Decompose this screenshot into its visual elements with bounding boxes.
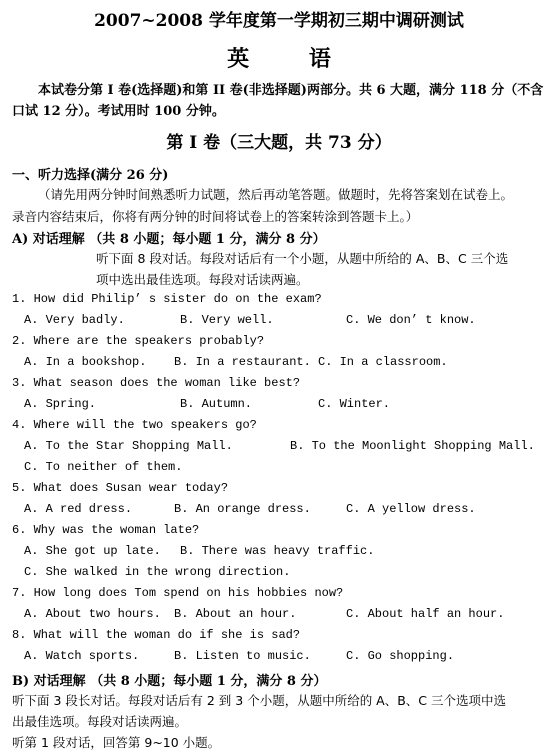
subject-title: 英 语 xyxy=(227,46,357,72)
exam-title: 2007~2008 学年度第一学期初三期中调研测试 xyxy=(94,11,464,31)
section-heading-a: A) 对话理解 （共 8 小题；每小题 1 分，满分 8 分） xyxy=(12,232,326,247)
part-title: 第 I 卷（三大题，共 73 分） xyxy=(166,133,392,153)
section-b-instruction-line-3: 听第 1 段对话，回答第 9~10 小题。 xyxy=(12,735,221,750)
option-c: C. Winter. xyxy=(318,397,391,411)
question-stem: 1. How did Philip’ s sister do on the exam? xyxy=(12,292,322,306)
section-heading-b: B) 对话理解 （共 8 小题；每小题 1 分，满分 8 分） xyxy=(12,674,327,689)
option-a: A. In a bookshop. xyxy=(24,355,147,369)
question-stem: 5. What does Susan wear today? xyxy=(12,481,229,495)
question-stem: 4. Where will the two speakers go? xyxy=(12,418,257,432)
option-b: B. About an hour. xyxy=(174,607,297,621)
option-a: A. About two hours. xyxy=(24,607,161,621)
option-a: A. Very badly. xyxy=(24,313,125,327)
listening-note-line-2: 录音内容结束后，你将有两分钟的时间将试卷上的答案转涂到答题卡上。） xyxy=(12,209,419,224)
question-stem: 3. What season does the woman like best? xyxy=(12,376,301,390)
option-a: A. Watch sports. xyxy=(24,649,140,663)
option-c: C. In a classroom. xyxy=(318,355,448,369)
listening-note-line-1: （请先用两分钟时间熟悉听力试题，然后再动笔答题。做题时，先将答案划在试卷上。 xyxy=(38,187,514,202)
option-a: A. To the Star Shopping Mall. xyxy=(24,439,233,453)
section-a-instruction-line-2: 项中选出最佳选项。每段对话读两遍。 xyxy=(96,272,309,287)
question-stem: 2. Where are the speakers probably? xyxy=(12,334,265,348)
question-stem: 7. How long does Tom spend on his hobbies now? xyxy=(12,586,344,600)
option-b: B. Very well. xyxy=(180,313,274,327)
option-b: B. To the Moonlight Shopping Mall. xyxy=(290,439,535,453)
section-b-instruction-line-2: 出最佳选项。每段对话读两遍。 xyxy=(12,714,188,729)
section-heading-listening: 一、听力选择(满分 26 分) xyxy=(12,168,169,183)
question-stem: 6. Why was the woman late? xyxy=(12,523,200,537)
option-b: B. Autumn. xyxy=(180,397,253,411)
option-c: C. About half an hour. xyxy=(346,607,505,621)
option-a: A. She got up late. xyxy=(24,544,161,558)
exam-intro: 本试卷分第 I 卷(选择题)和第 II 卷(非选择题)两部分。共 6 大题，满分 118 分（不含口试 12 分）。考试用时 100 分钟。 xyxy=(12,83,544,119)
option-a: A. A red dress. xyxy=(24,502,133,516)
question-stem: 8. What will the woman do if she is sad? xyxy=(12,628,301,642)
option-b: B. An orange dress. xyxy=(174,502,311,516)
option-b: B. There was heavy traffic. xyxy=(180,544,375,558)
option-a: A. Spring. xyxy=(24,397,97,411)
section-b-instruction-line-1: 听下面 3 段长对话。每段对话后有 2 到 3 个小题，从题中所给的 A、B、C 三个选项中选 xyxy=(12,693,507,708)
option-c: C. She walked in the wrong direction. xyxy=(24,565,291,579)
option-c: C. We don’ t know. xyxy=(346,313,476,327)
option-c: C. Go shopping. xyxy=(346,649,455,663)
option-c: C. A yellow dress. xyxy=(346,502,476,516)
option-b: B. In a restaurant. xyxy=(174,355,311,369)
option-b: B. Listen to music. xyxy=(174,649,311,663)
section-a-instruction-line-1: 听下面 8 段对话。每段对话后有一个小题，从题中所给的 A、B、C 三个选 xyxy=(96,251,509,266)
option-c: C. To neither of them. xyxy=(24,460,183,474)
